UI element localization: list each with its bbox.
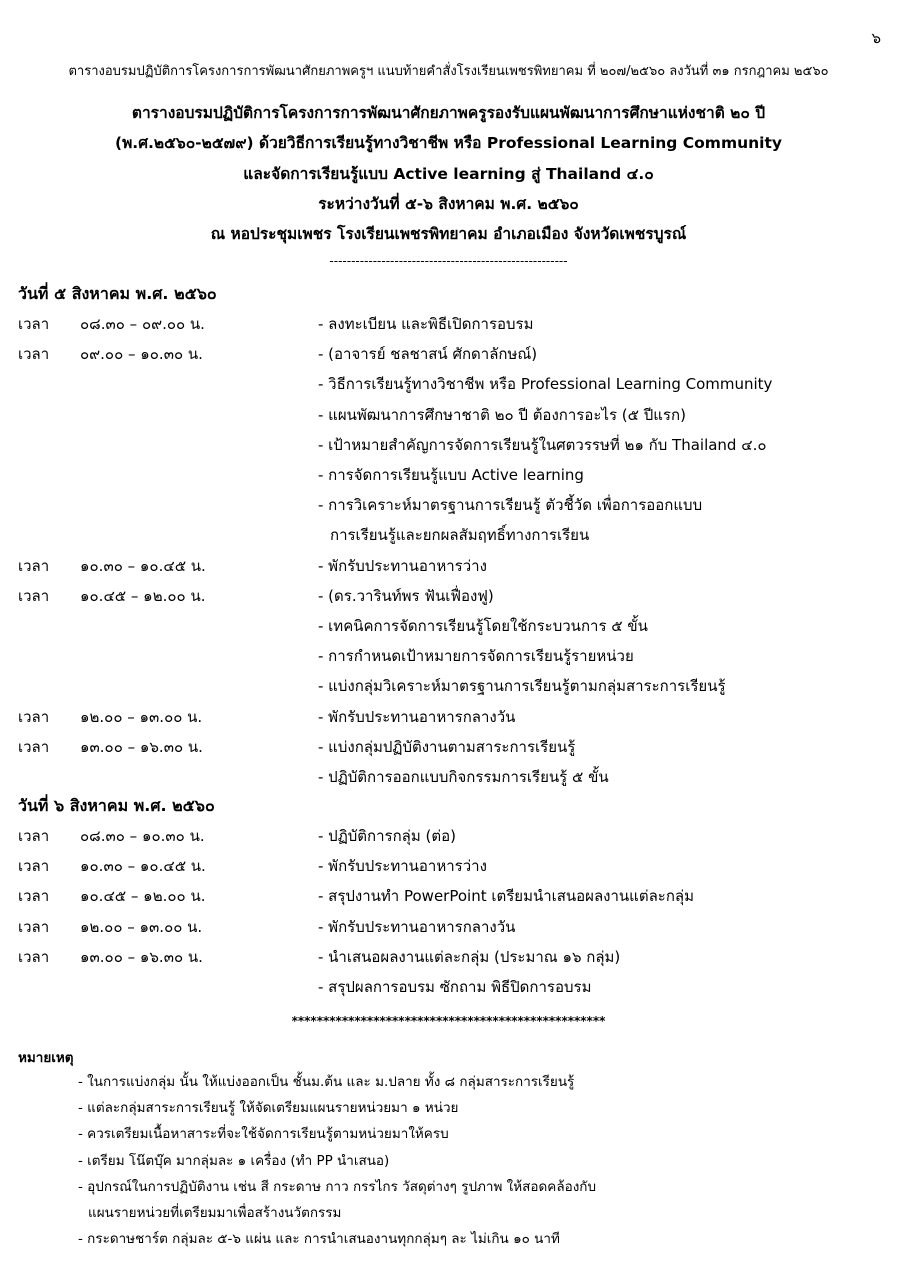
schedule-row <box>0 312 897 342</box>
title-line-4: ระหว่างวันที่ ๕-๖ สิงหาคม พ.ศ. ๒๕๖๐ <box>318 195 579 213</box>
time-label: เวลา <box>18 556 50 575</box>
time-label: เวลา <box>18 857 50 876</box>
agenda-item: - (ดร.วารินท์พร ฟันเฟื่องฟู) <box>318 586 494 605</box>
schedule-row <box>0 403 897 433</box>
schedule-row <box>0 372 897 402</box>
title-line-2: (พ.ศ.๒๕๖๐-๒๕๗๙) ด้วยวิธีการเรียนรู้ทางวิชาชีพ หรือ Professional Learning Community <box>115 134 782 152</box>
stars-divider: ************************************************** <box>291 1014 606 1028</box>
schedule-row <box>0 463 897 493</box>
agenda-item: - พักรับประทานอาหารกลางวัน <box>318 917 516 936</box>
agenda-item: - เทคนิคการจัดการเรียนรู้โดยใช้กระบวนการ ๕ ขั้น <box>318 617 648 635</box>
schedule-row <box>0 554 897 584</box>
title-line-1: ตารางอบรมปฏิบัติการโครงการการพัฒนาศักยภาพครูรองรับแผนพัฒนาการศึกษาแห่งชาติ ๒๐ ปี <box>131 104 766 122</box>
schedule-row <box>0 584 897 614</box>
agenda-item: - วิธีการเรียนรู้ทางวิชาชีพ หรือ Professional Learning Community <box>318 375 773 394</box>
agenda-item: - พักรับประทานอาหารว่าง <box>318 556 487 575</box>
schedule-row <box>0 674 897 704</box>
schedule-row <box>0 884 897 914</box>
schedule-row <box>0 614 897 644</box>
reference-line: ตารางอบรมปฏิบัติการโครงการการพัฒนาศักยภาพครูฯ แนบท้ายคำสั่งโรงเรียนเพชรพิทยาคม ที่ ๒๐๗/๒๕๖๐ ลงวันที่ ๓๑ กรกฎาคม ๒๕๖๐ <box>68 64 829 79</box>
time-label: เวลา <box>18 947 50 966</box>
agenda-item: - (อาจารย์ ชลชาสน์ ศักดาลักษณ์) <box>318 345 538 364</box>
agenda-item: - ปฏิบัติการกลุ่ม (ต่อ) <box>318 827 456 845</box>
schedule-row <box>0 342 897 372</box>
agenda-item: - การกำหนดเป้าหมายการจัดการเรียนรู้รายหน่วย <box>318 647 634 666</box>
schedule-row <box>0 765 897 795</box>
day1-heading: วันที่ ๕ สิงหาคม พ.ศ. ๒๕๖๐ <box>18 284 217 303</box>
agenda-item: - แบ่งกลุ่มปฏิบัติงานตามสาระการเรียนรู้ <box>318 737 576 756</box>
agenda-item: - ปฏิบัติการออกแบบกิจกรรมการเรียนรู้ ๕ ขั้น <box>318 768 609 786</box>
time-range: ๐๘.๓๐ – ๐๙.๐๐ น. <box>80 315 205 333</box>
schedule-row <box>0 523 897 553</box>
time-range: ๐๘.๓๐ – ๑๐.๓๐ น. <box>80 827 205 845</box>
agenda-item: - พักรับประทานอาหารกลางวัน <box>318 707 516 726</box>
time-range: ๑๐.๔๕ – ๑๒.๐๐ น. <box>80 586 206 605</box>
schedule-row <box>0 493 897 523</box>
schedule-row <box>0 854 897 884</box>
agenda-item: - การวิเคราะห์มาตรฐานการเรียนรู้ ตัวชี้วัด เพื่อการออกแบบ <box>318 496 703 515</box>
agenda-item: - แผนพัฒนาการศึกษาชาติ ๒๐ ปี ต้องการอะไร (๕ ปีแรก) <box>318 405 686 424</box>
note-item: - ควรเตรียมเนื้อหาสาระที่จะใช้จัดการเรียนรู้ตามหน่วยมาให้ครบ <box>78 1126 449 1143</box>
time-label: เวลา <box>18 737 50 756</box>
agenda-item: - แบ่งกลุ่มวิเคราะห์มาตรฐานการเรียนรู้ตามกลุ่มสาระการเรียนรู้ <box>318 677 726 696</box>
time-range: ๐๙.๐๐ – ๑๐.๓๐ น. <box>80 345 203 364</box>
time-range: ๑๓.๐๐ – ๑๖.๓๐ น. <box>80 947 203 966</box>
time-range: ๑๐.๓๐ – ๑๐.๔๕ น. <box>80 556 206 575</box>
note-item: - กระดาษชาร์ต กลุ่มละ ๕-๖ แผ่น และ การนำเสนองานทุกกลุ่มๆ ละ ไม่เกิน ๑๐ นาที <box>78 1231 560 1248</box>
title-line-5: ณ หอประชุมเพชร โรงเรียนเพชรพิทยาคม อำเภอเมือง จังหวัดเพชรบูรณ์ <box>210 225 687 243</box>
note-item: แผนรายหน่วยที่เตรียมมาเพื่อสร้างนวัตกรรม <box>88 1205 342 1221</box>
agenda-item: การเรียนรู้และยกผลสัมฤทธิ์ทางการเรียน <box>330 526 590 545</box>
agenda-item: - ลงทะเบียน และพิธีเปิดการอบรม <box>318 315 534 333</box>
schedule-row <box>0 644 897 674</box>
schedule-row <box>0 735 897 765</box>
time-range: ๑๐.๔๕ – ๑๒.๐๐ น. <box>80 887 206 906</box>
schedule-row <box>0 975 897 1005</box>
time-label: เวลา <box>18 345 50 364</box>
time-range: ๑๒.๐๐ – ๑๓.๐๐ น. <box>80 707 203 726</box>
title-line-3: และจัดการเรียนรู้แบบ Active learning สู่ Thailand ๔.๐ <box>243 165 654 183</box>
time-range: ๑๓.๐๐ – ๑๖.๓๐ น. <box>80 737 203 756</box>
schedule-row <box>0 705 897 735</box>
note-item: - แต่ละกลุ่มสาระการเรียนรู้ ให้จัดเตรียมแผนรายหน่วยมา ๑ หน่วย <box>78 1100 459 1117</box>
agenda-item: - การจัดการเรียนรู้แบบ Active learning <box>318 466 584 484</box>
agenda-item: - สรุปงานทำ PowerPoint เตรียมนำเสนอผลงานแต่ละกลุ่ม <box>318 887 694 906</box>
page-number: ๖ <box>871 29 881 47</box>
time-label: เวลา <box>18 917 50 936</box>
notes-heading: หมายเหตุ <box>18 1050 74 1066</box>
time-range: ๑๐.๓๐ – ๑๐.๔๕ น. <box>80 857 206 876</box>
schedule-row <box>0 915 897 945</box>
note-item: - ในการแบ่งกลุ่ม นั้น ให้แบ่งออกเป็น ชั้นม.ต้น และ ม.ปลาย ทั้ง ๘ กลุ่มสาระการเรียนรู้ <box>78 1074 575 1090</box>
time-label: เวลา <box>18 586 50 605</box>
schedule-row <box>0 945 897 975</box>
time-range: ๑๒.๐๐ – ๑๓.๐๐ น. <box>80 917 203 936</box>
day2-heading: วันที่ ๖ สิงหาคม พ.ศ. ๒๕๖๐ <box>18 796 215 815</box>
agenda-item: - เป้าหมายสำคัญการจัดการเรียนรู้ในศตวรรษที่ ๒๑ กับ Thailand ๔.๐ <box>318 435 767 454</box>
agenda-item: - สรุปผลการอบรม ซักถาม พิธีปิดการอบรม <box>318 978 592 996</box>
agenda-item: - นำเสนอผลงานแต่ละกลุ่ม (ประมาณ ๑๖ กลุ่ม) <box>318 947 621 966</box>
note-item: - อุปกรณ์ในการปฏิบัติงาน เช่น สี กระดาษ กาว กรรไกร วัสดุต่างๆ รูปภาพ ให้สอดคล้องกับ <box>78 1178 597 1195</box>
schedule-row <box>0 824 897 854</box>
time-label: เวลา <box>18 707 50 726</box>
note-item: - เตรียม โน๊ตบุ๊ค มากลุ่มละ ๑ เครื่อง (ทำ PP นำเสนอ) <box>78 1152 390 1169</box>
agenda-item: - พักรับประทานอาหารว่าง <box>318 857 487 876</box>
schedule-row <box>0 433 897 463</box>
time-label: เวลา <box>18 827 50 845</box>
dash-divider: ------------------------------------------------------- <box>329 254 568 268</box>
time-label: เวลา <box>18 887 50 906</box>
time-label: เวลา <box>18 315 50 333</box>
